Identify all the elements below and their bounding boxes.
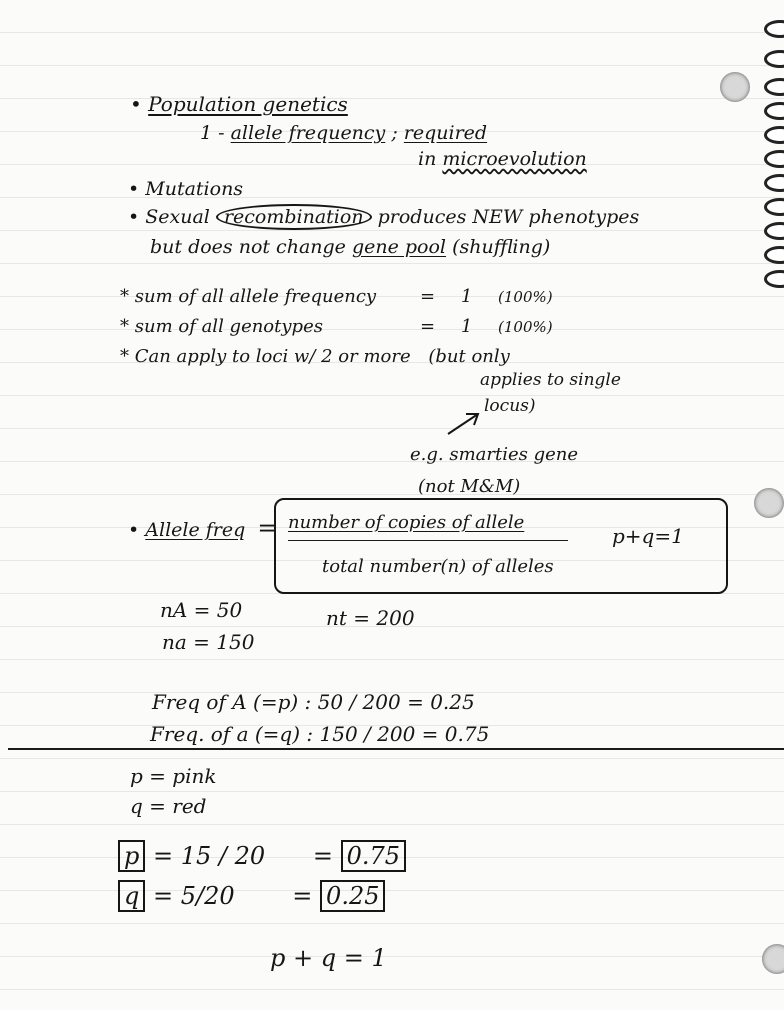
count-nt: nt = 200 [326,606,415,630]
spiral-ring [764,270,784,288]
numerator-text: number of copies of allele [288,512,525,533]
spiral-ring [764,50,784,68]
star-icon: * [120,286,129,307]
count-na: na = 150 [162,630,255,654]
page-title: Population genetics [148,92,348,116]
calc-p-line [118,842,406,870]
numerator [288,512,524,533]
recombination-circled: recombination [216,204,372,230]
produces-text: produces NEW phenotypes [377,206,640,228]
p-plus-q-rule: p+q=1 [612,524,684,548]
microevolution-line [418,148,587,170]
p-value-boxed: 0.75 [341,840,406,872]
spiral-ring [764,198,784,216]
note-line [120,286,376,307]
spiral-ring [764,222,784,240]
fraction-line [288,540,568,541]
value: 1 [460,286,473,307]
note-value [420,316,553,337]
value: 1 [460,316,473,337]
note-text: sum of all genotypes [134,316,323,337]
sexual-line [128,206,639,228]
calc-q-line [118,882,385,910]
arrow-icon [444,408,484,438]
example-line: e.g. smarties gene [410,444,579,465]
applies-line: applies to single [480,370,621,390]
term-text: allele frequency [230,122,386,144]
but-only-text: (but only [428,346,510,367]
heading-line [130,92,348,116]
sexual-text: Sexual [145,206,210,228]
note-line [120,346,510,367]
p-boxed: p [118,840,145,872]
q-boxed: q [118,880,145,912]
freq-a: Freq. of a (=q) : 150 / 200 = 0.75 [150,722,490,746]
spiral-ring [764,150,784,168]
equals: = [420,316,436,337]
shuffling-text: (shuffling) [452,236,551,258]
percent: (100%) [498,318,553,336]
spiral-ring [764,246,784,264]
equals: = [257,514,278,542]
mutations-line [128,178,243,200]
prefix-text: 1 - [200,122,231,144]
q-value-boxed: 0.25 [320,880,385,912]
punch-hole [720,72,750,102]
example-note: (not M&M) [418,476,521,497]
mutations-text: Mutations [145,178,244,200]
spiral-ring [764,126,784,144]
note-text: sum of all allele frequency [134,286,377,307]
equals: = [312,842,333,870]
required-text: required [403,122,488,144]
but-text: but does not change [150,236,346,258]
freq-A: Freq of A (=p) : 50 / 200 = 0.25 [152,690,475,714]
spiral-ring [764,20,784,38]
equals: = [420,286,436,307]
note-text: Can apply to loci w/ 2 or more [134,346,411,367]
star-icon: * [120,316,129,337]
gene-pool-line [150,236,550,258]
count-nA: nA = 50 [160,598,243,622]
divider-line [8,748,784,750]
star-icon: * [120,346,129,367]
spiral-ring [764,174,784,192]
bullet: • [128,519,140,541]
p-expression: = 15 / 20 [153,842,266,870]
q-expression: = 5/20 [153,882,235,910]
allele-freq-label: Allele freq [145,519,246,541]
punch-hole [754,488,784,518]
spiral-ring [764,78,784,96]
note-value [420,286,553,307]
equals: = [292,882,313,910]
bullet: • [128,178,140,200]
allele-frequency-line [200,122,487,144]
def-p: p = pink [130,764,217,788]
percent: (100%) [498,288,553,306]
gene-pool-text: gene pool [351,236,447,258]
punch-hole [762,944,784,974]
final-equation: p + q = 1 [270,944,387,972]
separator: ; [391,122,398,144]
locus-line: locus) [484,396,536,416]
bullet: • [128,206,140,228]
def-q: q = red [130,794,207,818]
note-line [120,316,323,337]
allele-freq-label-line [128,514,277,542]
microevolution-text: microevolution [442,148,587,170]
bullet: • [130,92,142,116]
in-text: in [418,148,437,170]
denominator: total number(n) of alleles [322,556,554,577]
spiral-ring [764,102,784,120]
